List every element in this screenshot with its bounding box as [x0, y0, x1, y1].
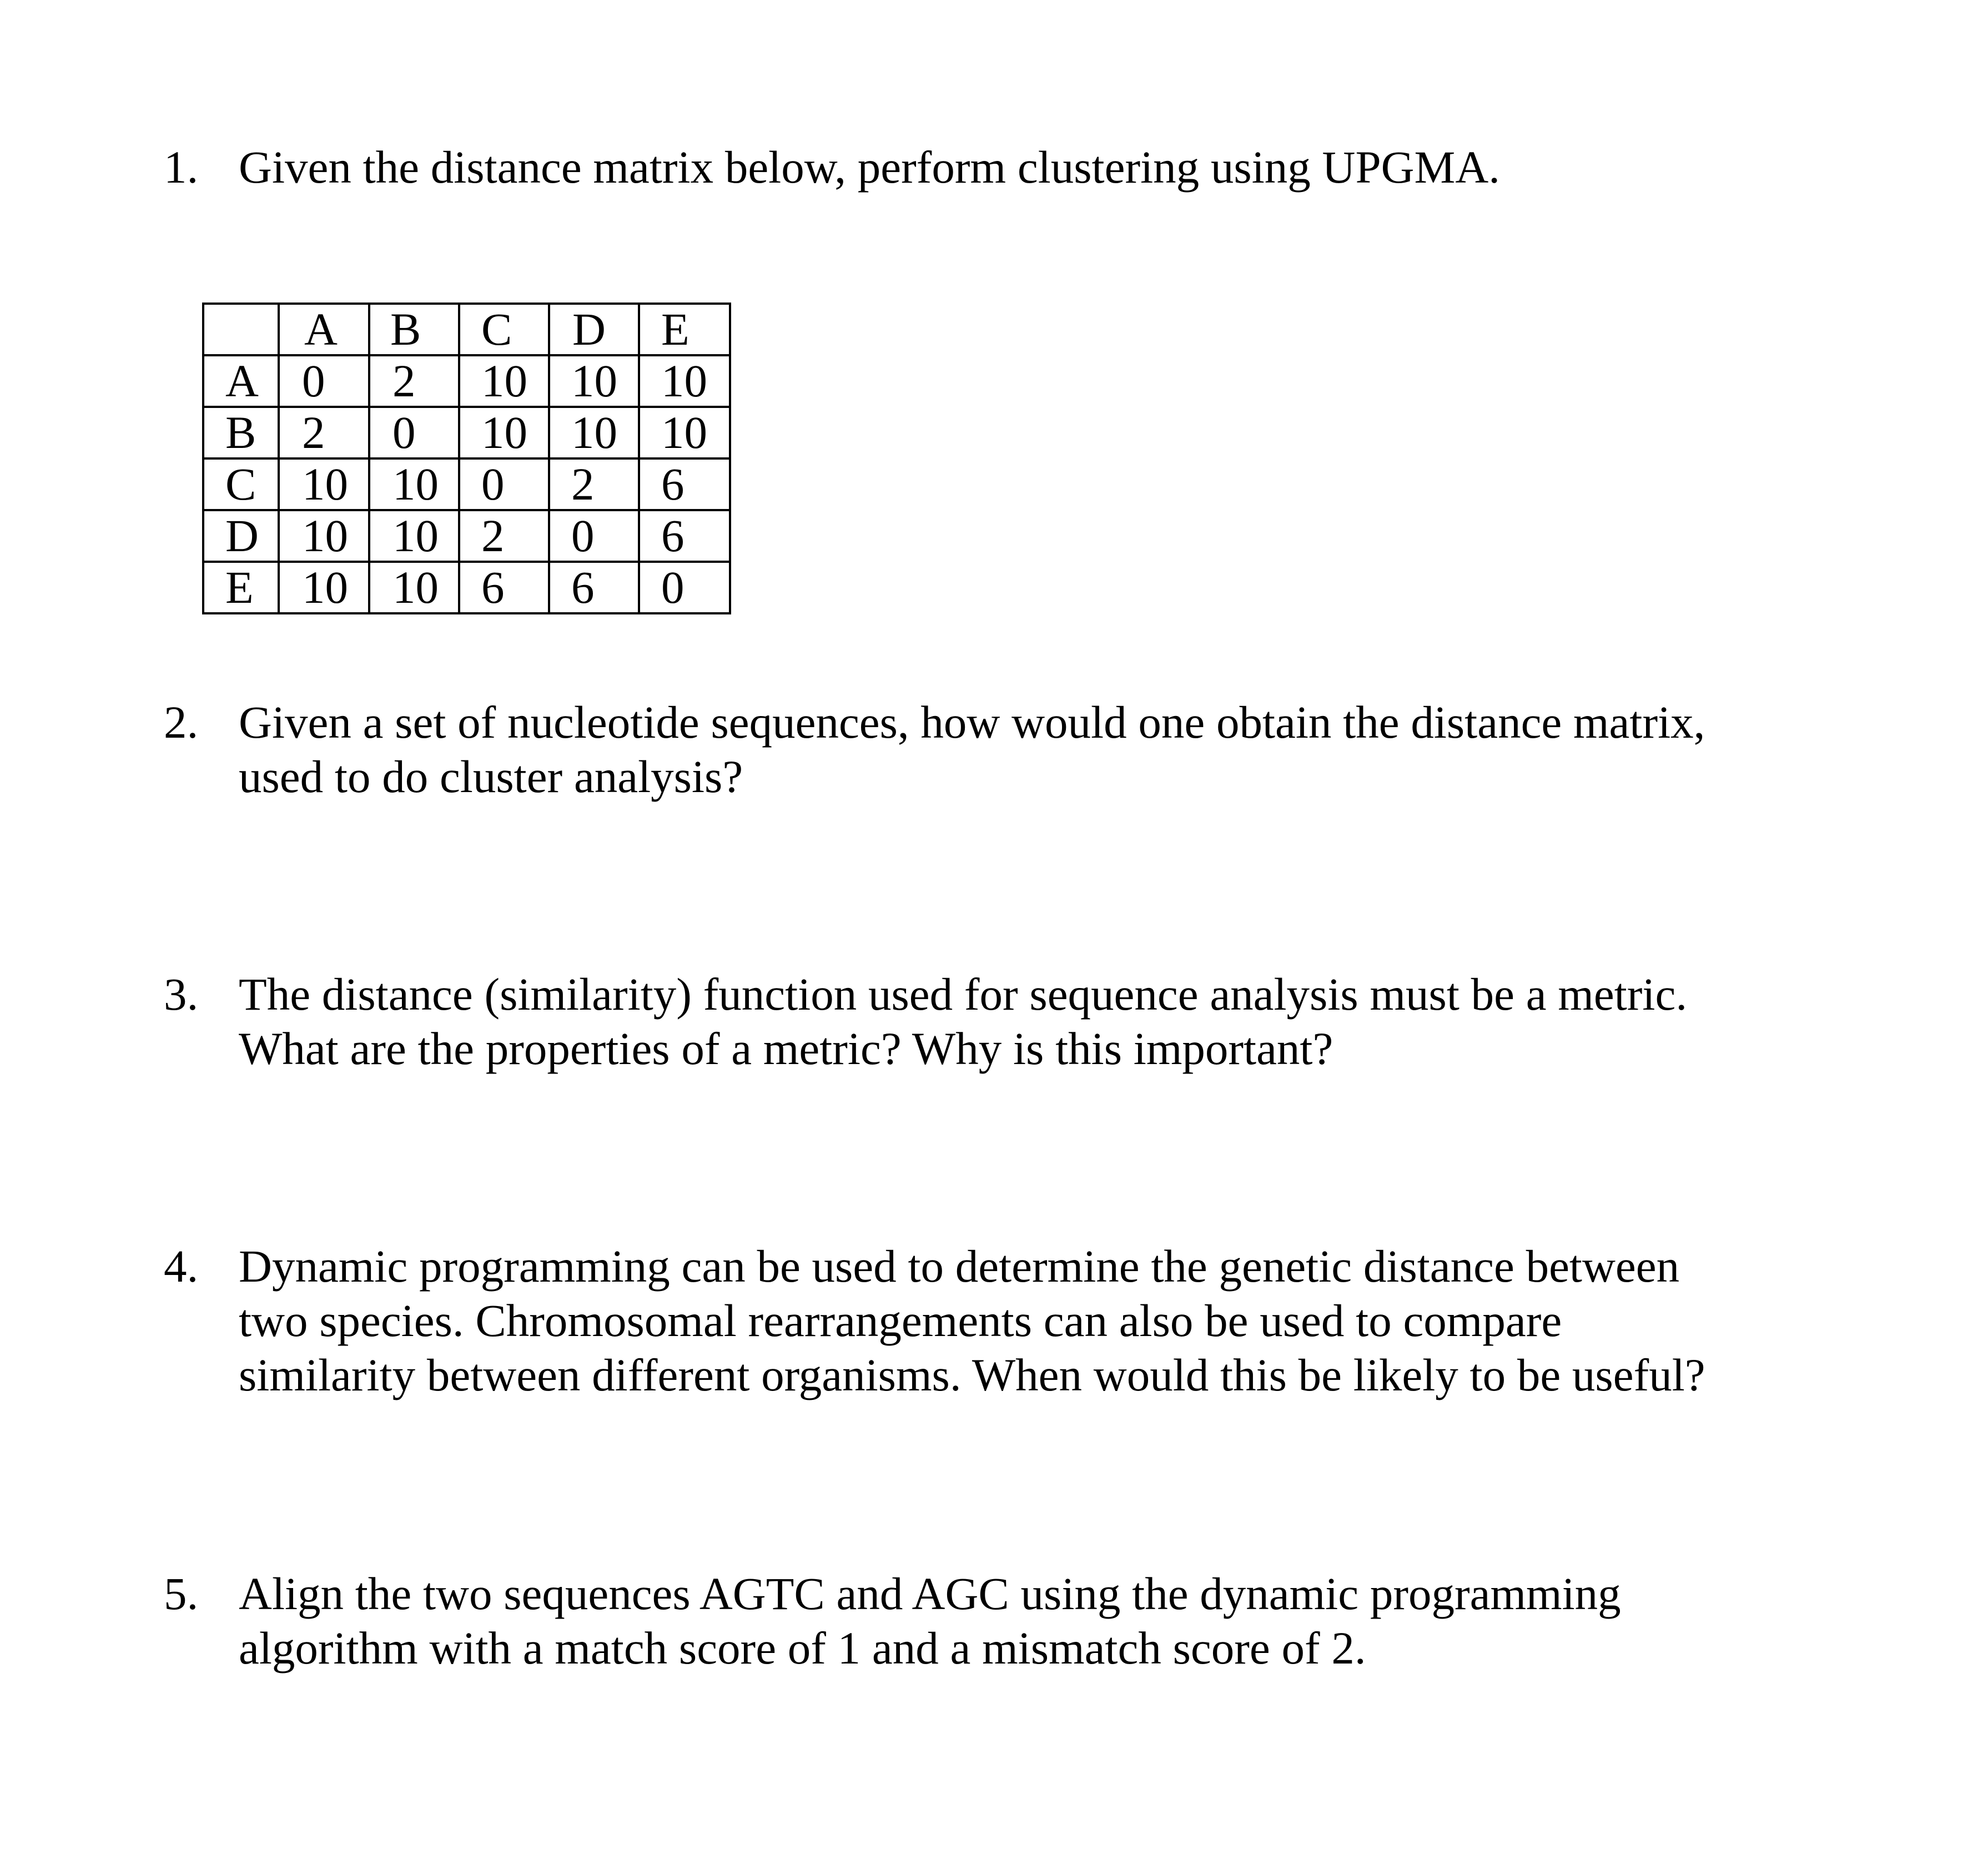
table-cell: 10	[369, 510, 459, 562]
column-header: D	[549, 304, 639, 355]
table-cell: 10	[459, 407, 549, 458]
column-header: B	[369, 304, 459, 355]
table-cell: 10	[639, 407, 730, 458]
table-cell: 6	[459, 562, 549, 613]
table-cell: 6	[639, 458, 730, 510]
table-cell: 2	[459, 510, 549, 562]
table-cell: 0	[639, 562, 730, 613]
table-cell: 6	[639, 510, 730, 562]
question-text-line: Align the two sequences AGTC and AGC using the dynamic programming	[239, 1568, 1621, 1619]
row-header: C	[203, 458, 279, 510]
column-header: E	[639, 304, 730, 355]
table-cell: 10	[639, 355, 730, 407]
table-row	[203, 458, 730, 510]
question-number: 4.	[164, 1241, 199, 1292]
question-text-line: Dynamic programming can be used to determine the genetic distance between	[239, 1241, 1680, 1292]
question-text-line: similarity between different organisms. When would this be likely to be useful?	[239, 1349, 1705, 1400]
table-cell: 0	[369, 407, 459, 458]
column-header: A	[279, 304, 369, 355]
table-row	[203, 407, 730, 458]
table-cell: 0	[459, 458, 549, 510]
question-number: 2.	[164, 697, 199, 748]
table-header-row	[203, 304, 730, 355]
table-cell: 10	[369, 562, 459, 613]
distance-matrix-table	[202, 303, 731, 614]
question-text-line: The distance (similarity) function used for sequence analysis must be a metric.	[239, 969, 1688, 1020]
table-cell: 10	[369, 458, 459, 510]
table-cell: 2	[279, 407, 369, 458]
table-row	[203, 510, 730, 562]
table-row	[203, 355, 730, 407]
question-text-line: Given a set of nucleotide sequences, how would one obtain the distance matrix,	[239, 697, 1705, 748]
question-number: 1.	[164, 142, 199, 193]
table-cell: 6	[549, 562, 639, 613]
question-text-line: used to do cluster analysis?	[239, 751, 743, 802]
table-cell: 0	[549, 510, 639, 562]
table-cell: 10	[279, 510, 369, 562]
table-corner-cell	[203, 304, 279, 355]
column-header: C	[459, 304, 549, 355]
table-cell: 10	[459, 355, 549, 407]
table-row	[203, 562, 730, 613]
row-header: A	[203, 355, 279, 407]
question-number: 3.	[164, 969, 199, 1020]
table-cell: 10	[279, 562, 369, 613]
row-header: E	[203, 562, 279, 613]
question-text-line: two species. Chromosomal rearrangements can also be used to compare	[239, 1295, 1562, 1346]
table-cell: 10	[549, 355, 639, 407]
row-header: D	[203, 510, 279, 562]
table-cell: 10	[549, 407, 639, 458]
table-cell: 10	[279, 458, 369, 510]
question-text-line: What are the properties of a metric? Why is this important?	[239, 1023, 1333, 1074]
table-cell: 2	[549, 458, 639, 510]
question-text-line: algorithm with a match score of 1 and a mismatch score of 2.	[239, 1622, 1366, 1674]
question-text-line: Given the distance matrix below, perform clustering using UPGMA.	[239, 142, 1501, 193]
question-number: 5.	[164, 1568, 199, 1619]
row-header: B	[203, 407, 279, 458]
table-cell: 2	[369, 355, 459, 407]
table-cell: 0	[279, 355, 369, 407]
